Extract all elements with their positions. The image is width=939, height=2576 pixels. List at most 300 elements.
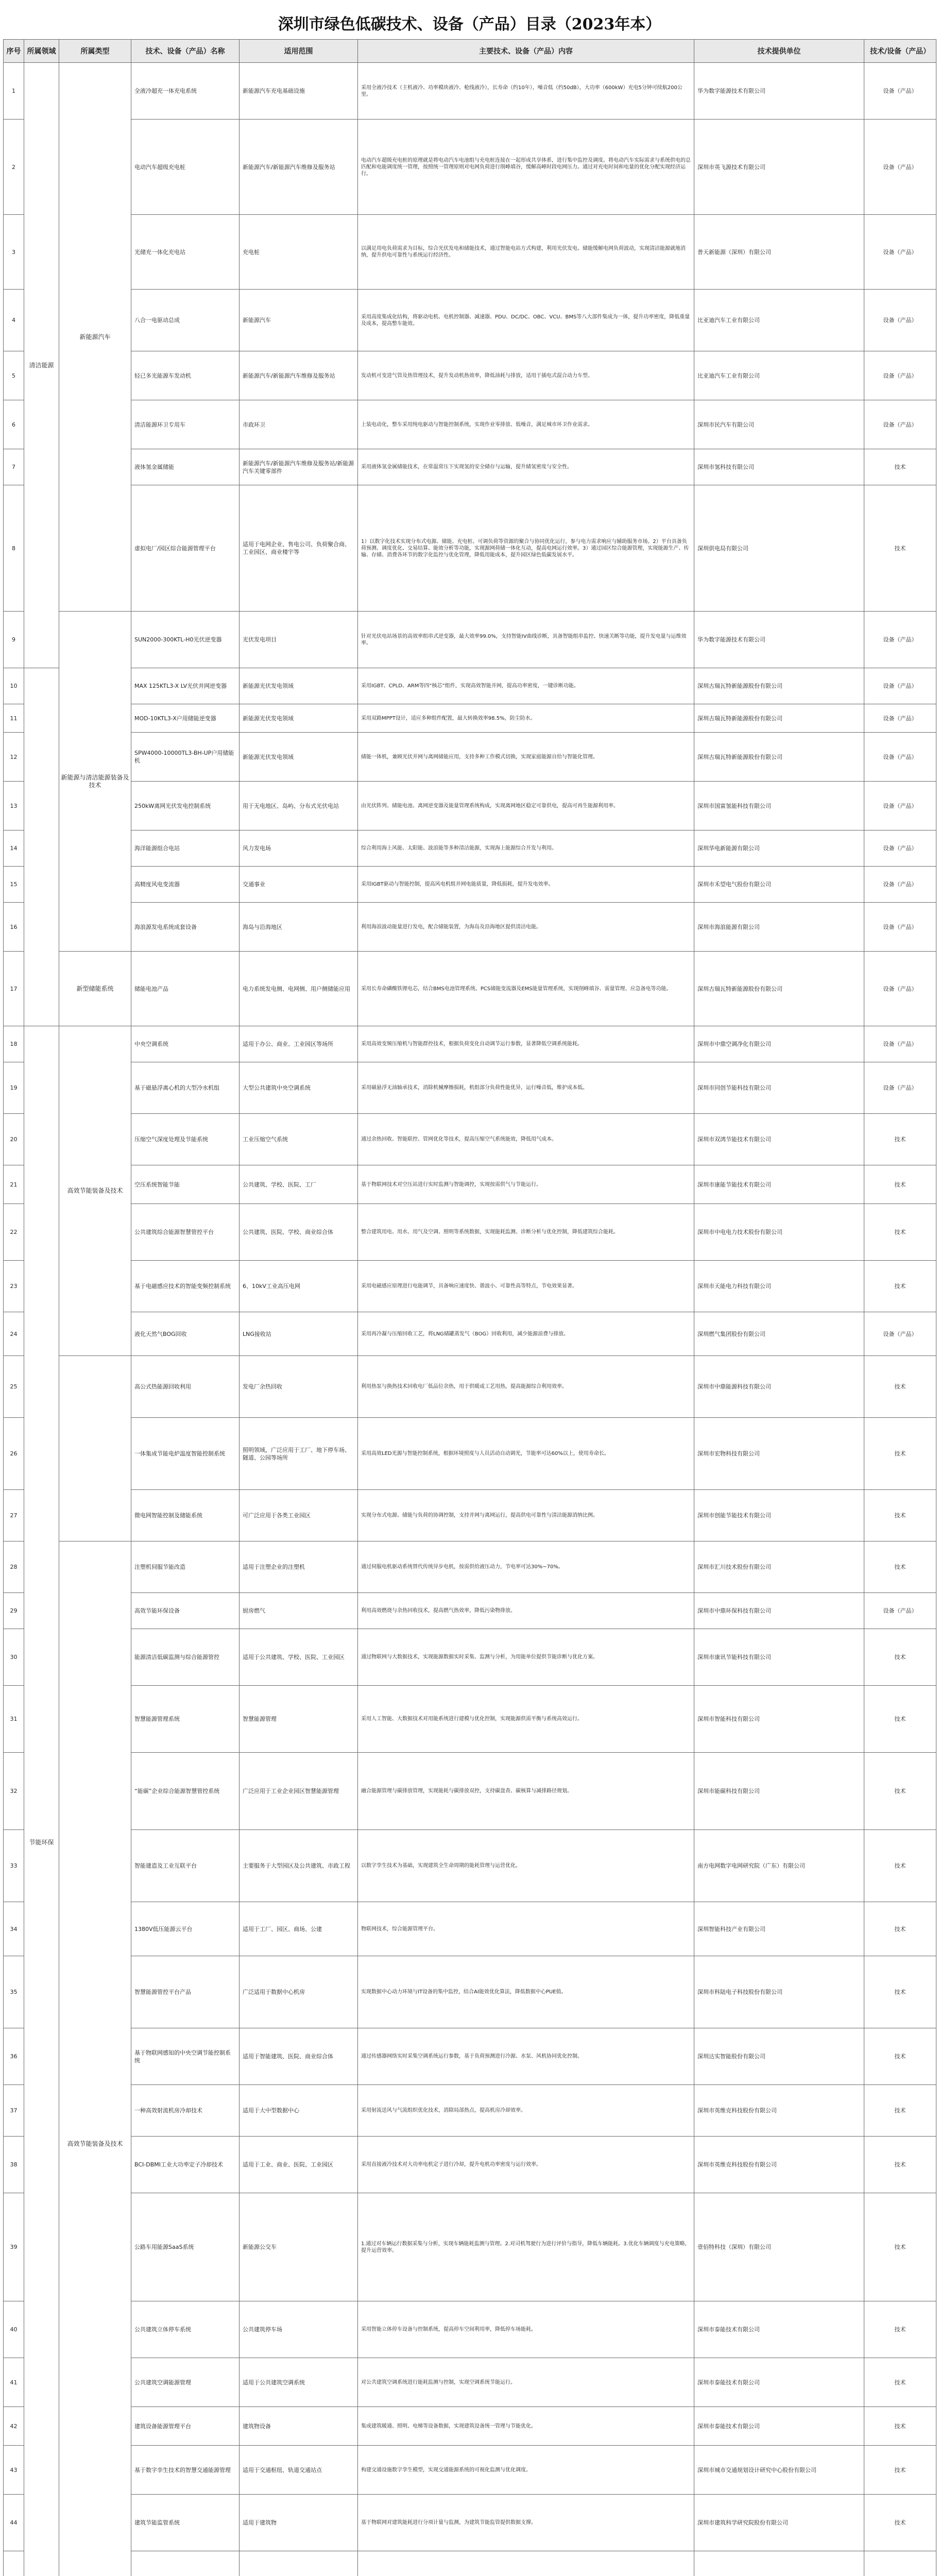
table-row — [4, 1830, 936, 1902]
scope-cell: 适用于建筑物 — [240, 2495, 358, 2551]
content-cell: 采用IGBT、CPLD、ARM等四“核芯”组件，实现高效智能并网，提高功率密度，一键诊断功能。 — [358, 668, 694, 704]
scope-cell: 公共建筑停车场 — [240, 2301, 358, 2358]
provider-cell: 深圳市中鼎能源科技有限公司 — [694, 1356, 864, 1418]
row-number-cell: 30 — [4, 1629, 24, 1686]
row-number-cell: 19 — [4, 1062, 24, 1114]
provider-cell: 南方电网数字电网研究院（广东）有限公司 — [694, 1830, 864, 1902]
provider-cell: 深圳市海浪能源有限公司 — [694, 903, 864, 952]
provider-cell: 壹佰特科技（深圳）有限公司 — [694, 2193, 864, 2301]
type-cell: 设备（产品） — [864, 400, 936, 449]
tech-name-cell: 基于电磁感应技术的智能变频控制系统 — [131, 1261, 240, 1312]
row-number-cell: 40 — [4, 2301, 24, 2358]
scope-cell: 适用于工厂、园区、商场、公建 — [240, 1902, 358, 1956]
scope-cell: 适用于电网企业、售电公司、负荷聚合商、工业园区、商业楼宇等 — [240, 485, 358, 612]
row-number-cell: 7 — [4, 449, 24, 485]
scope-cell: 适用于办公、商业、工业园区等场所 — [240, 1026, 358, 1062]
category-group-cell: 高效节能装备及技术 — [59, 1541, 131, 2576]
type-cell: 设备（产品） — [864, 733, 936, 782]
provider-cell: 深圳市氢科技有限公司 — [694, 449, 864, 485]
provider-cell: 深圳市英飞源技术有限公司 — [694, 120, 864, 215]
field-group-cell: 清洁能源 — [24, 63, 59, 668]
table-row — [4, 2407, 936, 2446]
table-row — [4, 903, 936, 952]
provider-cell: 深圳市创能节能技术有限公司 — [694, 1490, 864, 1541]
tech-name-cell: 智慧能源管理系统 — [131, 1686, 240, 1753]
content-cell: 基于物联网技术对空压站进行实时监测与智能调控，实现按需供气与节能运行。 — [358, 1165, 694, 1204]
row-number-cell: 12 — [4, 733, 24, 782]
type-cell: 技术 — [864, 1629, 936, 1686]
table-row — [4, 2137, 936, 2193]
row-number-cell: 29 — [4, 1593, 24, 1629]
table-row — [4, 1490, 936, 1541]
provider-cell: 比亚迪汽车工业有限公司 — [694, 290, 864, 351]
type-cell: 设备（产品） — [864, 120, 936, 215]
provider-cell: 深圳市同创节能科技有限公司 — [694, 1062, 864, 1114]
tech-name-cell: 全液冷超充一体充电系统 — [131, 63, 240, 120]
tech-name-cell: 基于物联网感知的中央空调节能控制系统 — [131, 2028, 240, 2085]
scope-cell: 充电桩 — [240, 215, 358, 290]
category-group-cell — [59, 1356, 131, 1541]
row-number-cell: 36 — [4, 2028, 24, 2085]
tech-name-cell: 基于磁悬浮离心机的大型冷水机组 — [131, 1062, 240, 1114]
table-row — [4, 400, 936, 449]
row-number-cell: 15 — [4, 867, 24, 903]
scope-cell: 电力系统发电侧、电网侧、用户侧储能应用 — [240, 952, 358, 1026]
provider-cell: 深圳市天能电力科技有限公司 — [694, 1261, 864, 1312]
content-cell: 采用液体氢金属储能技术，在常温常压下实现氢的安全储存与运输，提升储氢密度与安全性。 — [358, 449, 694, 485]
type-cell: 技术 — [864, 1165, 936, 1204]
header-cell-scope: 适用范围 — [240, 40, 358, 63]
content-cell: 采用人工智能、大数据技术对用能系统进行建模与优化控制，实现能源供需平衡与系统高效运行。 — [358, 1686, 694, 1753]
tech-name-cell: SPW4000-10000TL3-BH-UP户用储能机 — [131, 733, 240, 782]
provider-cell: 深圳市双鸿节能技术有限公司 — [694, 1114, 864, 1165]
tech-name-cell: 轻已多光能源车发动机 — [131, 351, 240, 400]
type-cell: 技术 — [864, 1114, 936, 1165]
content-cell: 采用电磁感应原理进行电能调节，具备响应速度快、谐波小、可靠性高等特点，节电效果显著。 — [358, 1261, 694, 1312]
scope-cell: 新能源汽车 — [240, 290, 358, 351]
field-group-cell — [24, 668, 59, 1026]
row-number-cell: 9 — [4, 612, 24, 668]
provider-cell: 深圳市城市交通规划设计研究中心股份有限公司 — [694, 2446, 864, 2495]
type-cell: 技术 — [864, 1956, 936, 2028]
table-row — [4, 831, 936, 867]
table-row — [4, 2358, 936, 2407]
content-cell: 基于物联网对建筑能耗进行分项计量与监测，为建筑节能监管提供数据支撑。 — [358, 2495, 694, 2551]
scope-cell: 可广泛应用于各类工业园区 — [240, 1490, 358, 1541]
tech-name-cell: 公共建筑立体停车系统 — [131, 2301, 240, 2358]
row-number-cell: 8 — [4, 485, 24, 612]
type-cell: 技术 — [864, 1261, 936, 1312]
scope-cell: 新能源汽车/新能源汽车维修及服务站/新能源汽车关键零部件 — [240, 449, 358, 485]
table-row — [4, 1956, 936, 2028]
table-row — [4, 2028, 936, 2085]
row-number-cell: 11 — [4, 704, 24, 733]
scope-cell: 新能源光伏发电领域 — [240, 733, 358, 782]
provider-cell: 深圳市能碳科技有限公司 — [694, 1753, 864, 1830]
table-row — [4, 952, 936, 1026]
table-row — [4, 2193, 936, 2301]
table-row — [4, 2551, 936, 2576]
row-number-cell: 38 — [4, 2137, 24, 2193]
provider-cell: 深圳市泰能技术有限公司 — [694, 2301, 864, 2358]
content-cell: 对公共建筑空调系统进行能耗监测与控制，实现空调系统节能运行。 — [358, 2358, 694, 2407]
scope-cell: 新能源公交车 — [240, 2193, 358, 2301]
category-group-cell: 新能源与清洁能源装备及技术 — [59, 612, 131, 952]
row-number-cell: 10 — [4, 668, 24, 704]
table-row — [4, 1418, 936, 1490]
table-row — [4, 2495, 936, 2551]
content-cell — [358, 2551, 694, 2576]
provider-cell: 深圳市国富氢能科技有限公司 — [694, 782, 864, 831]
table-row — [4, 290, 936, 351]
row-number-cell: 25 — [4, 1356, 24, 1418]
tech-name-cell: 公路车用能源SaaS系统 — [131, 2193, 240, 2301]
provider-cell: 深圳市英维克科技股份有限公司 — [694, 2137, 864, 2193]
table-row — [4, 1165, 936, 1204]
table-row — [4, 1902, 936, 1956]
tech-name-cell: 空压系统智能节能 — [131, 1165, 240, 1204]
content-cell: 以数字孪生技术为基础，实现建筑全生命周期的能耗管理与运营优化。 — [358, 1830, 694, 1902]
table-row — [4, 1204, 936, 1261]
type-cell: 设备（产品） — [864, 1026, 936, 1062]
content-cell: 针对光伏电站场景的高效率组串式逆变器，最大效率99.0%，支持智能IV曲线诊断，具备智能组串监控、快速关断等功能，提升发电量与运维效率。 — [358, 612, 694, 668]
scope-cell: 建筑物设备 — [240, 2407, 358, 2446]
type-cell — [864, 2551, 936, 2576]
tech-name-cell: 一体集成节能电炉温度智能控制系统 — [131, 1418, 240, 1490]
type-cell: 设备（产品） — [864, 668, 936, 704]
row-number-cell: 4 — [4, 290, 24, 351]
content-cell: 采用智能立体停车设备与控制系统，提高停车空间利用率，降低停车场能耗。 — [358, 2301, 694, 2358]
provider-cell: 深圳市中电电力技术股份有限公司 — [694, 1204, 864, 1261]
tech-name-cell: 一种高效射流机房冷却技术 — [131, 2085, 240, 2137]
scope-cell: 适用于公共建筑、学校、医院、工业园区 — [240, 1629, 358, 1686]
content-cell: 以满足用电负荷需求为目标，综合光伏发电和储能技术，通过智能电站方式构建，利用光伏发电、储能缓解电网负荷波动，实现清洁能源就地消纳，提升供电可靠性与系统运行经济性。 — [358, 215, 694, 290]
scope-cell: 新能源光伏发电领域 — [240, 668, 358, 704]
provider-cell: 深圳市康讯节能科技有限公司 — [694, 1629, 864, 1686]
tech-name-cell — [131, 2551, 240, 2576]
scope-cell: 市政环卫 — [240, 400, 358, 449]
content-cell: 采用直接液冷技术对大功率电机定子进行冷却，提升电机功率密度与运行效率。 — [358, 2137, 694, 2193]
scope-cell: 主要服务于大型园区及公共建筑、市政工程 — [240, 1830, 358, 1902]
scope-cell: 适用于智能建筑、医院、商业综合体 — [240, 2028, 358, 2085]
type-cell: 技术 — [864, 1490, 936, 1541]
table-row — [4, 485, 936, 612]
scope-cell: 新能源汽车/新能源汽车维修及服务站 — [240, 120, 358, 215]
row-number-cell: 41 — [4, 2358, 24, 2407]
tech-name-cell: 清洁能源环卫专用车 — [131, 400, 240, 449]
table-row — [4, 215, 936, 290]
table-row — [4, 120, 936, 215]
row-number-cell: 44 — [4, 2495, 24, 2551]
type-cell: 设备（产品） — [864, 952, 936, 1026]
provider-cell: 深圳市英维克科技股份有限公司 — [694, 2085, 864, 2137]
content-cell: 采用再冷凝与压缩回收工艺，将LNG储罐蒸发气（BOG）回收利用，减少能源浪费与排放。 — [358, 1312, 694, 1356]
header-cell-number: 序号 — [4, 40, 24, 63]
tech-name-cell: SUN2000-300KTL-H0光伏逆变器 — [131, 612, 240, 668]
content-cell: 采用高效LED光源与智能控制系统，根据环境照度与人员活动自动调光，节能率可达60%以上，使用寿命长。 — [358, 1418, 694, 1490]
tech-name-cell: 液化天然气BOG回收 — [131, 1312, 240, 1356]
scope-cell: 广泛应用于工业企业园区智慧能源管理 — [240, 1753, 358, 1830]
table-row — [4, 733, 936, 782]
row-number-cell: 43 — [4, 2446, 24, 2495]
type-cell: 设备（产品） — [864, 831, 936, 867]
tech-name-cell: 1380V低压能源云平台 — [131, 1902, 240, 1956]
scope-cell: 新能源汽车充电基础设施 — [240, 63, 358, 120]
type-cell: 设备（产品） — [864, 903, 936, 952]
scope-cell: 大型公共建筑中央空调系统 — [240, 1062, 358, 1114]
scope-cell: 用于无电地区、岛屿、分布式光伏电站 — [240, 782, 358, 831]
tech-name-cell: 八合一电驱动总成 — [131, 290, 240, 351]
content-cell: 物联网技术，综合能源管理平台。 — [358, 1902, 694, 1956]
scope-cell: 智慧能源管理 — [240, 1686, 358, 1753]
tech-name-cell: 智慧能源管控平台产品 — [131, 1956, 240, 2028]
table-row — [4, 1629, 936, 1686]
header-cell-category: 所属类型 — [59, 40, 131, 63]
table-row — [4, 1312, 936, 1356]
content-cell: 通过物联网与大数据技术，实现能源数据实时采集、监测与分析，为用能单位提供节能诊断与优化方案。 — [358, 1629, 694, 1686]
provider-cell: 华为数字能源技术有限公司 — [694, 612, 864, 668]
content-cell: 综合利用海上风能、太阳能、波浪能等多种清洁能源，实现海上能源综合开发与利用。 — [358, 831, 694, 867]
row-number-cell: 21 — [4, 1165, 24, 1204]
scope-cell: 海岛与沿海地区 — [240, 903, 358, 952]
table-header — [4, 40, 936, 63]
table-row — [4, 1753, 936, 1830]
content-cell: 1）以数字化技术实现分布式电源、储能、充电桩、可调负荷等资源的聚合与协同优化运行，参与电力需求响应与辅助服务市场。2）平台具备负荷预测、调度优化、交易结算、能效分析等功能，实现源网荷储一体化互动，提高电网运行效率。3）通过园区综合能源管理，实现能源生产、传输、存储、消费各环节的数字化监控与优化管理，降低用能成本，提升园区绿色低碳发展水平。 — [358, 485, 694, 612]
row-number-cell: 18 — [4, 1026, 24, 1062]
type-cell: 设备（产品） — [864, 63, 936, 120]
content-cell: 融合能源管理与碳排放管理，实现能耗与碳排放双控，支持碳盘查、碳核算与减排路径规划。 — [358, 1753, 694, 1830]
scope-cell: LNG接收站 — [240, 1312, 358, 1356]
row-number-cell: 35 — [4, 1956, 24, 2028]
provider-cell: 深圳燃气集团股份有限公司 — [694, 1312, 864, 1356]
row-number-cell: 31 — [4, 1686, 24, 1753]
row-number-cell: 6 — [4, 400, 24, 449]
scope-cell: 公共建筑、医院、学校、商业综合体 — [240, 1204, 358, 1261]
header-row — [4, 40, 936, 63]
content-cell: 利用海浪波动能量进行发电，配合储能装置，为海岛及沿海地区提供清洁电能。 — [358, 903, 694, 952]
type-cell: 技术 — [864, 2301, 936, 2358]
tech-name-cell: 公共建筑综合能源智慧管控平台 — [131, 1204, 240, 1261]
provider-cell: 深圳市智能科技有限公司 — [694, 1686, 864, 1753]
type-cell: 技术 — [864, 2407, 936, 2446]
table-row — [4, 1026, 936, 1062]
category-group-cell: 新能源汽车 — [59, 63, 131, 612]
content-cell: 采用双路MPPT设计，适应多种组件配置，最大转换效率98.5%，防尘防水。 — [358, 704, 694, 733]
type-cell: 技术 — [864, 2358, 936, 2407]
header-cell-field: 所属领域 — [24, 40, 59, 63]
row-number-cell: 42 — [4, 2407, 24, 2446]
type-cell: 设备（产品） — [864, 867, 936, 903]
row-number-cell: 33 — [4, 1830, 24, 1902]
tech-name-cell: 高精度风电变流器 — [131, 867, 240, 903]
type-cell: 设备（产品） — [864, 351, 936, 400]
tech-name-cell: 电动汽车超级充电桩 — [131, 120, 240, 215]
content-cell: 采用高度集成化结构，将驱动电机、电机控制器、减速器、PDU、DC/DC、OBC、VCU、BMS等八大部件集成为一体，提升功率密度，降低重量及成本，提高整车能效。 — [358, 290, 694, 351]
table-row — [4, 351, 936, 400]
tech-name-cell: 高效节能环保设备 — [131, 1593, 240, 1629]
scope-cell: 照明领域，广泛应用于工厂、地下停车场、隧道、公园等场所 — [240, 1418, 358, 1490]
content-cell: 发动机可变进气管及热管理技术，提升发动机热效率，降低油耗与排放，适用于插电式混合动力车型。 — [358, 351, 694, 400]
provider-cell: 深圳古瑞瓦特新能源股份有限公司 — [694, 668, 864, 704]
header-cell-type: 技术/设备（产品） — [864, 40, 936, 63]
tech-name-cell: 基于数字孪生技术的智慧交通能源管理 — [131, 2446, 240, 2495]
type-cell: 技术 — [864, 1418, 936, 1490]
type-cell: 技术 — [864, 1830, 936, 1902]
content-cell: 由光伏阵列、储能电池、离网逆变器及能量管理系统构成，实现离网地区稳定可靠供电，提高可再生能源利用率。 — [358, 782, 694, 831]
row-number-cell — [4, 2551, 24, 2576]
row-number-cell: 16 — [4, 903, 24, 952]
row-number-cell: 20 — [4, 1114, 24, 1165]
type-cell: 技术 — [864, 2137, 936, 2193]
tech-name-cell: 海浪源发电系统成套设备 — [131, 903, 240, 952]
type-cell: 技术 — [864, 449, 936, 485]
scope-cell: 广泛适用于数据中心机房 — [240, 1956, 358, 2028]
table-row — [4, 1356, 936, 1418]
scope-cell: 公共建筑、学校、医院、工厂 — [240, 1165, 358, 1204]
category-group-cell: 高效节能装备及技术 — [59, 1026, 131, 1356]
tech-name-cell: 微电网智能控制及储能系统 — [131, 1490, 240, 1541]
catalog-table — [3, 39, 936, 2576]
header-cell-provider: 技术提供单位 — [694, 40, 864, 63]
row-number-cell: 2 — [4, 120, 24, 215]
type-cell: 技术 — [864, 2495, 936, 2551]
type-cell: 技术 — [864, 485, 936, 612]
content-cell: 电动汽车超级充电桩的原理就是将电动汽车电池组与充电桩连接在一起形成共享体系，进行集中监控及调度。将电动汽车实际需求与系统供电的总匹配和电能调度统一管理，按照统一管理原则对电网负荷进行削峰填谷，缓解高峰时段电网压力。通过对充电时间和电量的优化分配实现经济运行。 — [358, 120, 694, 215]
type-cell: 设备（产品） — [864, 1593, 936, 1629]
table-row — [4, 63, 936, 120]
provider-cell — [694, 2551, 864, 2576]
provider-cell: 深圳市宏物科技有限公司 — [694, 1418, 864, 1490]
provider-cell: 深圳市康能节能技术有限公司 — [694, 1165, 864, 1204]
type-cell: 技术 — [864, 1356, 936, 1418]
content-cell: 采用全液冷技术（主机液冷、功率模块液冷、枪线液冷），长寿命（约10年），噪音低（约50dB），大功率（600kW）充电5分钟可续航200公里。 — [358, 63, 694, 120]
tech-name-cell: 建筑设备能源管理平台 — [131, 2407, 240, 2446]
content-cell: 上装电动化，整车采用纯电驱动与智能控制系统，实现作业零排放、低噪音，满足城市环卫作业需求。 — [358, 400, 694, 449]
scope-cell: 厨房燃气 — [240, 1593, 358, 1629]
scope-cell: 新能源光伏发电领域 — [240, 704, 358, 733]
type-cell: 设备（产品） — [864, 1312, 936, 1356]
content-cell: 采用高效变频压缩机与智能群控技术，根据负荷变化自动调节运行参数，显著降低空调系统能耗。 — [358, 1026, 694, 1062]
type-cell: 技术 — [864, 1204, 936, 1261]
row-number-cell: 17 — [4, 952, 24, 1026]
scope-cell: 6、10kV工业高压电网 — [240, 1261, 358, 1312]
type-cell: 设备（产品） — [864, 1062, 936, 1114]
tech-name-cell: 高公式热能源回收利用 — [131, 1356, 240, 1418]
row-number-cell: 22 — [4, 1204, 24, 1261]
provider-cell: 深圳古瑞瓦特新能源股份有限公司 — [694, 704, 864, 733]
provider-cell: 深圳供电局有限公司 — [694, 485, 864, 612]
type-cell: 设备（产品） — [864, 782, 936, 831]
row-number-cell: 34 — [4, 1902, 24, 1956]
table-row — [4, 2301, 936, 2358]
tech-name-cell: “能碳”企业综合能源智慧管控系统 — [131, 1753, 240, 1830]
type-cell: 技术 — [864, 1902, 936, 1956]
provider-cell: 深圳市科陆电子科技股份有限公司 — [694, 1956, 864, 2028]
content-cell: 通过伺服电机驱动系统替代传统异步电机，按需供给液压动力，节电率可达30%~70%。 — [358, 1541, 694, 1593]
table-row — [4, 1062, 936, 1114]
tech-name-cell: 250kW离网光伏发电控制系统 — [131, 782, 240, 831]
provider-cell: 深圳市中鼎环保科技有限公司 — [694, 1593, 864, 1629]
content-cell: 实现数据中心动力环境与IT设备的集中监控，结合AI能效优化算法，降低数据中心PUE值。 — [358, 1956, 694, 2028]
scope-cell: 工业压缩空气系统 — [240, 1114, 358, 1165]
table-row — [4, 1541, 936, 1593]
row-number-cell: 23 — [4, 1261, 24, 1312]
table-row — [4, 2085, 936, 2137]
content-cell: 整合建筑用电、用水、用气及空调、照明等系统数据，实现能耗监测、诊断分析与优化控制，降低建筑综合能耗。 — [358, 1204, 694, 1261]
provider-cell: 深圳市泰能技术有限公司 — [694, 2358, 864, 2407]
content-cell: 通过传感器网络实时采集空调系统运行参数，基于负荷预测进行冷源、水泵、风机协同优化控制。 — [358, 2028, 694, 2085]
header-cell-name: 技术、设备（产品）名称 — [131, 40, 240, 63]
type-cell: 技术 — [864, 2446, 936, 2495]
scope-cell: 光伏发电项目 — [240, 612, 358, 668]
table-row — [4, 1114, 936, 1165]
scope-cell: 发电厂余热回收 — [240, 1356, 358, 1418]
scope-cell: 适用于公共建筑空调系统 — [240, 2358, 358, 2407]
content-cell: 采用长寿命磷酸铁锂电芯，结合BMS电池管理系统、PCS储能变流器及EMS能量管理系统，实现削峰填谷、需量管理、应急备电等功能。 — [358, 952, 694, 1026]
tech-name-cell: MAX 125KTL3-X LV光伏并网逆变器 — [131, 668, 240, 704]
table-row — [4, 1593, 936, 1629]
row-number-cell: 28 — [4, 1541, 24, 1593]
scope-cell: 新能源汽车/新能源汽车维修及服务站 — [240, 351, 358, 400]
content-cell: 构建交通设施数字孪生模型，实现交通能源系统的可视化监测与优化调度。 — [358, 2446, 694, 2495]
table-row — [4, 612, 936, 668]
tech-name-cell: 压缩空气深度处理及节能系统 — [131, 1114, 240, 1165]
row-number-cell: 24 — [4, 1312, 24, 1356]
category-group-cell: 新型储能系统 — [59, 952, 131, 1026]
scope-cell: 适用于交通枢纽、轨道交通站点 — [240, 2446, 358, 2495]
type-cell: 技术 — [864, 1686, 936, 1753]
provider-cell: 华为数字能源技术有限公司 — [694, 63, 864, 120]
scope-cell: 交通事业 — [240, 867, 358, 903]
tech-name-cell: 智能建造及工业互联平台 — [131, 1830, 240, 1902]
type-cell: 技术 — [864, 1541, 936, 1593]
provider-cell: 深圳市建筑科学研究院股份有限公司 — [694, 2495, 864, 2551]
type-cell: 设备（产品） — [864, 290, 936, 351]
row-number-cell: 5 — [4, 351, 24, 400]
provider-cell: 深圳市汇川技术股份有限公司 — [694, 1541, 864, 1593]
field-group-cell: 节能环保 — [24, 1026, 59, 2576]
provider-cell: 深圳智能科技产业有限公司 — [694, 1902, 864, 1956]
table-row — [4, 2446, 936, 2495]
table-body — [4, 63, 936, 2576]
row-number-cell: 26 — [4, 1418, 24, 1490]
tech-name-cell: MOD-10KTL3-X户用储能逆变器 — [131, 704, 240, 733]
scope-cell: 适用于注塑企业的注塑机 — [240, 1541, 358, 1593]
provider-cell: 深圳古瑞瓦特新能源股份有限公司 — [694, 952, 864, 1026]
table-row — [4, 449, 936, 485]
tech-name-cell: 建筑节能监管系统 — [131, 2495, 240, 2551]
table-row — [4, 782, 936, 831]
tech-name-cell: 公共建筑空调能源管理 — [131, 2358, 240, 2407]
type-cell: 技术 — [864, 2028, 936, 2085]
tech-name-cell: 中央空调系统 — [131, 1026, 240, 1062]
type-cell: 技术 — [864, 2085, 936, 2137]
tech-name-cell: 海洋能源组合电站 — [131, 831, 240, 867]
page-title: 深圳市绿色低碳技术、设备（产品）目录（2023年本） — [278, 15, 661, 33]
scope-cell — [240, 2551, 358, 2576]
row-number-cell: 39 — [4, 2193, 24, 2301]
content-cell: 利用高效燃烧与余热回收技术，提高燃气热效率，降低污染物排放。 — [358, 1593, 694, 1629]
table-row — [4, 1261, 936, 1312]
tech-name-cell: 能源清洁低碳监测与综合能源管控 — [131, 1629, 240, 1686]
content-cell: 采用射流送风与气流组织优化技术，消除局部热点，提高机房冷却效率。 — [358, 2085, 694, 2137]
content-cell: 储能一体机，兼顾光伏并网与离网储能应用，支持多种工作模式切换，实现家庭能源自给与智能化管理。 — [358, 733, 694, 782]
provider-cell: 深圳市中鼎空调净化有限公司 — [694, 1026, 864, 1062]
row-number-cell: 32 — [4, 1753, 24, 1830]
row-number-cell: 27 — [4, 1490, 24, 1541]
scope-cell: 风力发电场 — [240, 831, 358, 867]
type-cell: 技术 — [864, 2193, 936, 2301]
